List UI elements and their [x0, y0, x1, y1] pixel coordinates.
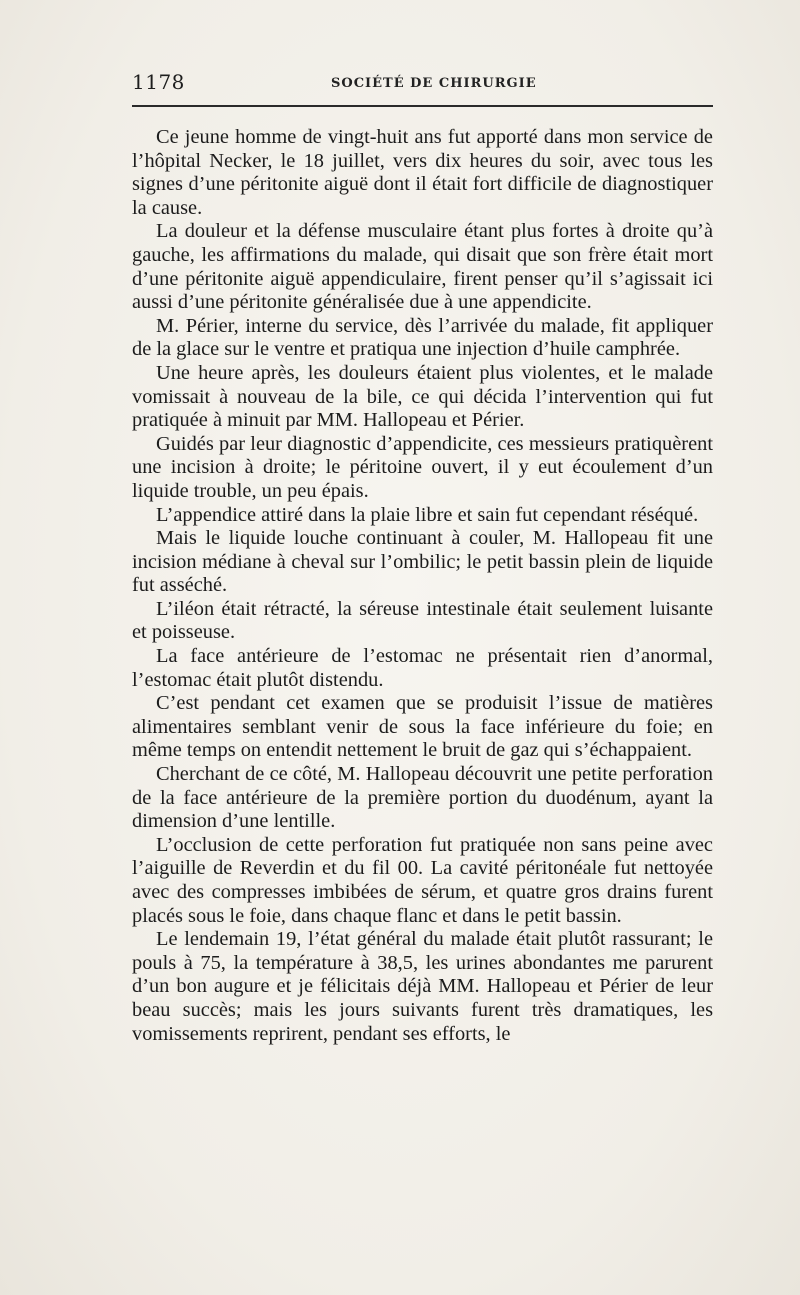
paragraph: Guidés par leur diagnostic d’appendicite, ces messieurs pratiquèrent une incision à droite; le péritoine ouvert, il y eut écoulement d’un liquide trouble, un peu épais. — [132, 432, 713, 502]
paragraph: La douleur et la défense musculaire étant plus fortes à droite qu’à gauche, les affirmations du malade, qui disait que son frère était mort d’une péritonite aiguë appendiculaire, firent penser qu’il s’agissait ici aussi d’une péritonite généralisée due à une appendicite. — [132, 220, 713, 314]
paragraph: Cherchant de ce côté, M. Hallopeau découvrit une petite perforation de la face antérieure de la première portion du duodénum, ayant la dimension d’une lentille. — [132, 763, 713, 833]
paragraph: Le lendemain 19, l’état général du malade était plutôt rassurant; le pouls à 75, la température à 38,5, les urines abondantes me parurent d’un bon augure et je félicitais déjà MM. Hallopeau et Périer de leur beau succès; mais les jours suivants furent très dramatiques, les vomissements reprirent, pendant ses efforts, le — [132, 928, 713, 1045]
paragraph: Ce jeune homme de vingt-huit ans fut apporté dans mon service de l’hôpital Necker, le 18 juillet, vers dix heures du soir, avec tous les signes d’une péritonite aiguë dont il était fort difficile de diagnostiquer la cause. — [132, 126, 713, 219]
page-number: 1178 — [132, 70, 185, 94]
running-title: SOCIÉTÉ DE CHIRURGIE — [331, 76, 537, 91]
paragraph: M. Périer, interne du service, dès l’arrivée du malade, fit appliquer de la glace sur le ventre et pratiqua une injection d’huile camphrée. — [132, 314, 713, 361]
paragraph: Une heure après, les douleurs étaient plus violentes, et le malade vomissait à nouveau de la bile, ce qui décida l’intervention qui fut pratiquée à minuit par MM. Hallopeau et Périer. — [132, 361, 713, 432]
paragraph: Mais le liquide louche continuant à couler, M. Hallopeau fit une incision médiane à cheval sur l’ombilic; le petit bassin plein de liquide fut asséché. — [132, 527, 713, 597]
paragraph: L’occlusion de cette perforation fut pratiquée non sans peine avec l’aiguille de Reverdin et du fil 00. La cavité péritonéale fut nettoyée avec des compresses imbibées de sérum, et quatre gros drains furent placés sous le foie, dans chaque flanc et dans le petit bassin. — [132, 833, 713, 927]
header-rule — [132, 105, 713, 107]
paragraph: L’appendice attiré dans la plaie libre et sain fut cependant réséqué. — [156, 503, 699, 526]
page-header — [132, 66, 713, 98]
paragraph: L’iléon était rétracté, la séreuse intestinale était seulement luisante et poisseuse. — [132, 597, 713, 644]
paragraph: La face antérieure de l’estomac ne présentait rien d’anormal, l’estomac était plutôt distendu. — [132, 645, 713, 691]
paragraph: C’est pendant cet examen que se produisit l’issue de matières alimentaires semblant venir de sous la face inférieure du foie; en même temps on entendit nettement le bruit de gaz qui s’échappaient. — [132, 692, 713, 762]
body-text — [132, 126, 713, 1046]
